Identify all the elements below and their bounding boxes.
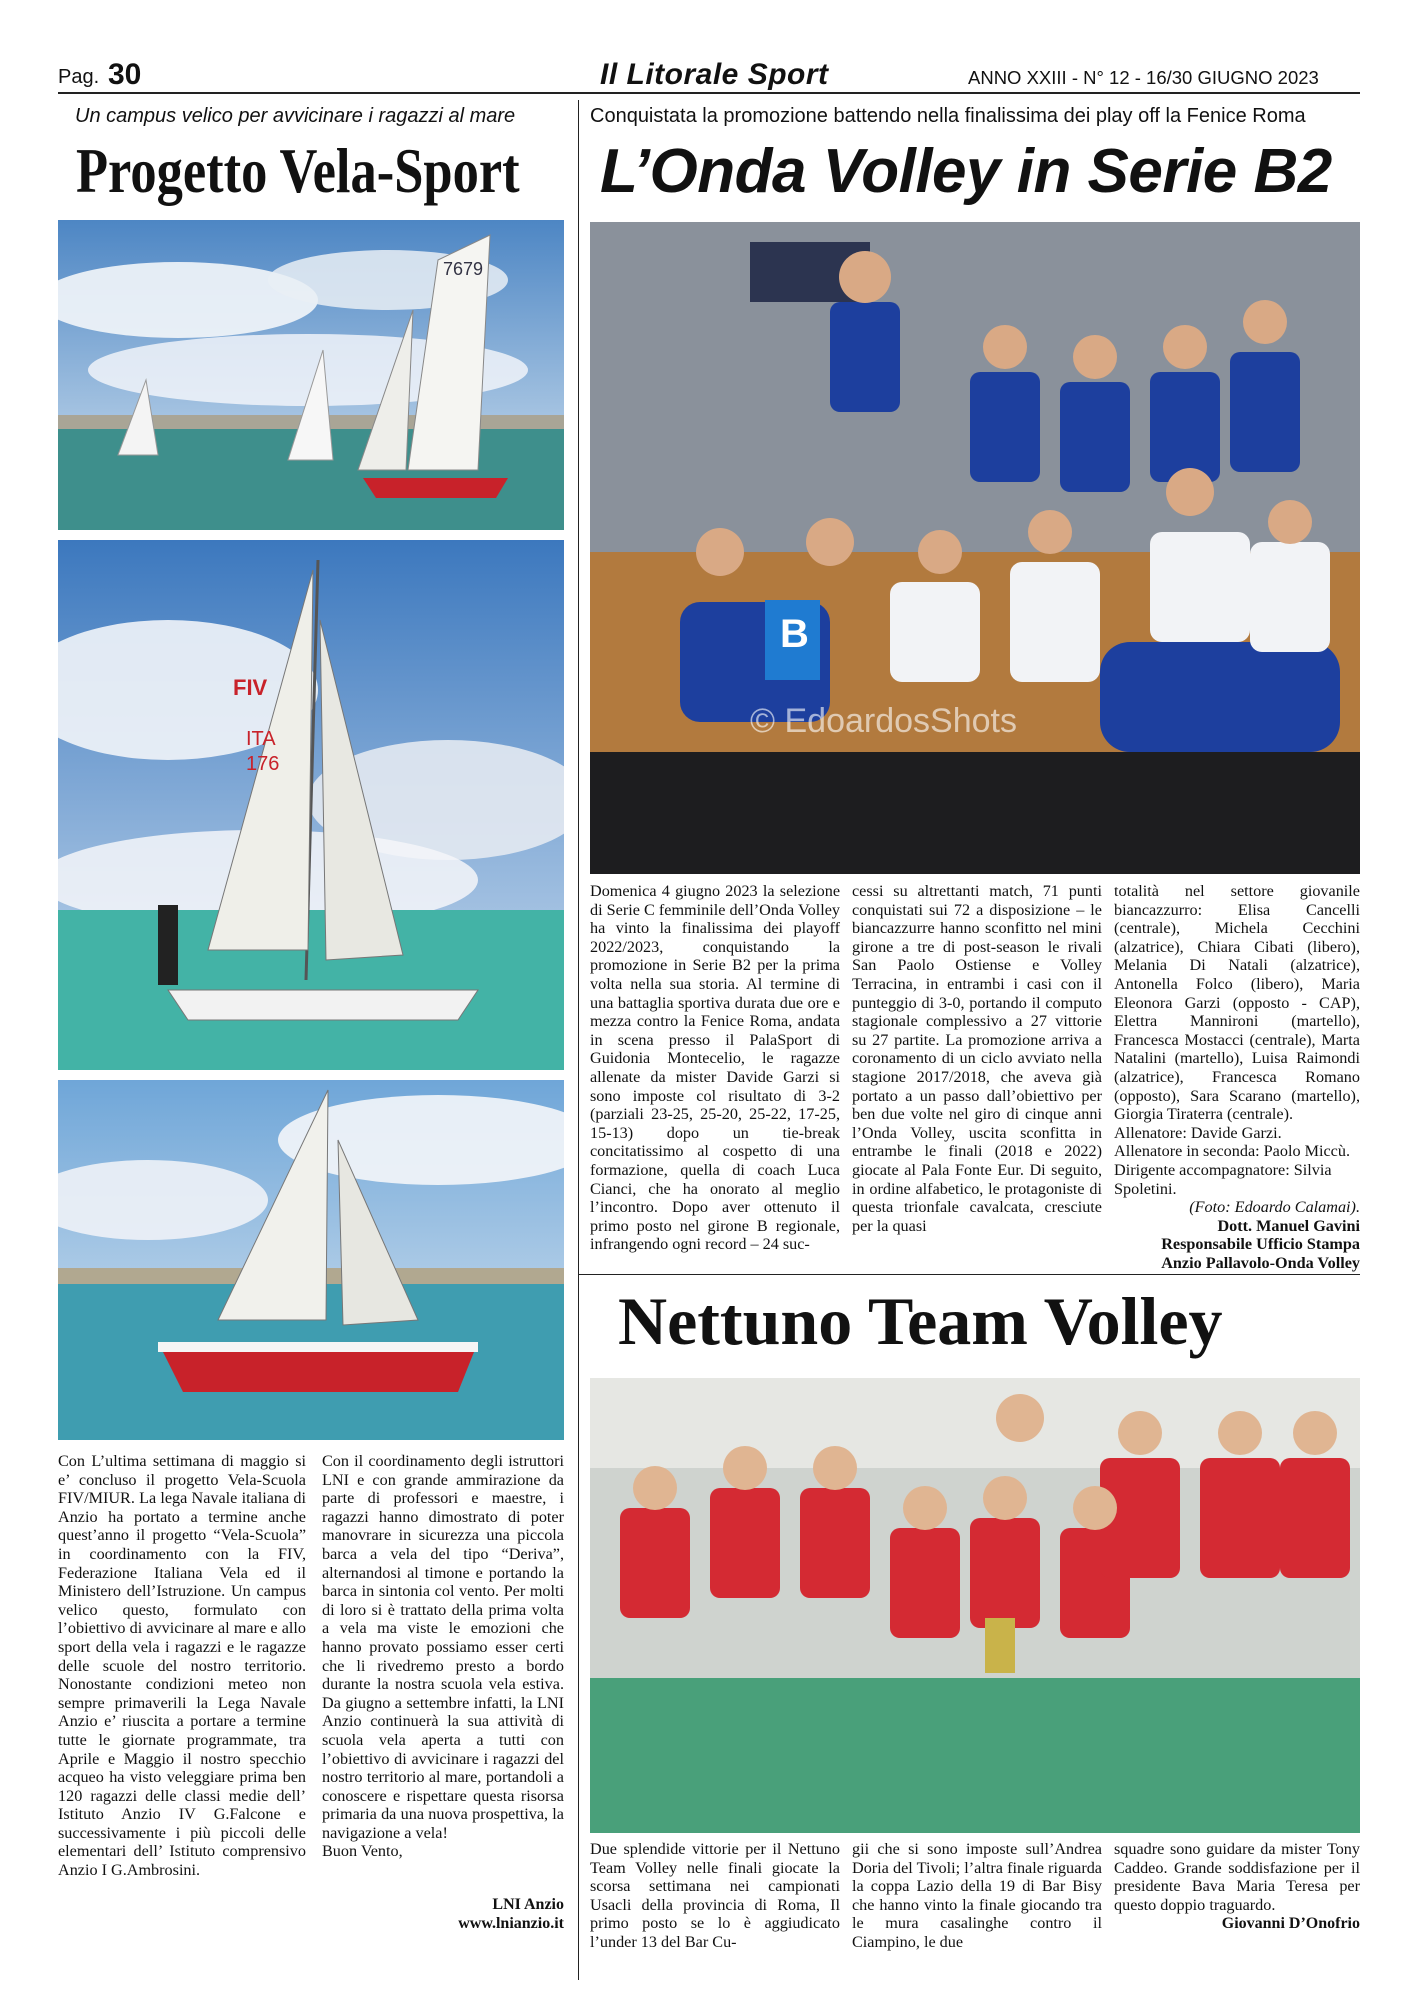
left-website[interactable]: www.lnianzio.it bbox=[458, 1915, 564, 1932]
svg-text:7679: 7679 bbox=[443, 259, 484, 279]
page-label: Pag. bbox=[58, 66, 100, 88]
onda-roster: totalità nel settore giovanile biancazzurro: Elisa Cancelli (centrale), Michela Cecchini (alzatrice), Chiara Cibati (libero), Melania Di Natali (alzatrice), Antonella Folco (libero), Maria Eleonora Garzi (opposto - CAP), Elettra Mannironi (martello), Francesca Mostacci (centrale), Marta Natalini (martello), Luisa Raimondi (alzatrice), Francesca Romano (opposto), Sara Scarano (martello), Giorgia Tiraterra (centrale). bbox=[1114, 882, 1360, 1124]
column-divider bbox=[578, 100, 579, 1980]
nettuno-body-col3: squadre sono guidare da mister Tony Caddeo. Grande soddisfazione per il presidente Bava Maria Teresa per questo doppio traguardo. bbox=[1114, 1840, 1360, 1914]
left-title: Progetto Vela-Sport bbox=[76, 135, 520, 206]
section-rule bbox=[578, 1274, 1360, 1275]
onda-author: Dott. Manuel Gavini bbox=[1217, 1216, 1360, 1235]
svg-text:FIV: FIV bbox=[233, 675, 268, 700]
onda-title: L’Onda Volley in Serie B2 bbox=[600, 137, 1332, 206]
photo-watermark: © EdoardosShots bbox=[750, 702, 1017, 740]
svg-text:B: B bbox=[780, 612, 809, 656]
left-body-col1: Con L’ultima settimana di maggio si e’ concluso il progetto Vela-Scuola FIV/MIUR. La lega Navale italiana di Anzio ha portato a termine anche quest’anno il progetto “Vela-Scuola” in coordinamento con la FIV, Federazione Italiana Vela ed il Ministero dell’Istruzione. Un campus velico questo, formulato con l’obiettivo di avvicinare al mare e allo sport della vela i ragazzi e le ragazze delle scuole del nostro territorio. Nonostante condizioni meteo non sempre primaverili la Lega Navale Anzio e’ riuscita a portare a termine tutte le giornate programmate, tra Aprile e Maggio il nostro specchio acqueo ha visto veleggiare prima ben 120 ragazzi delle classi medie dell’ Istituto Anzio IV G.Falcone e successivamente i più piccoli delle elementari dell’ Istituto comprensivo Anzio I G.Ambrosini. bbox=[58, 1452, 306, 1880]
onda-body-col2: cessi su altrettanti match, 71 punti conquistati sui 72 a disposizione – le biancazzurre hanno sconfitto nel mini girone a tre di post-season le rivali San Paolo Ostiense e Volley Terracina, in entrambi i casi con il punteggio di 3-0, portando il computo stagionale complessivo a 27 vittorie su 27 partite. La promozione arriva a coronamento di un ciclo avviato nella stagione 2017/2018, che aveva già portato a un passo dall’obiettivo per ben due volte nel giro di cinque anni l’Onda Volley, uscita sconfitta in entrambe le finali (2018 e 2022) giocate al Pala Fonte Eur. Di seguito, in ordine alfabetico, le protagoniste di questa trionfale cavalcata, cresciute per la quasi bbox=[852, 882, 1102, 1235]
sailing-photo-1 bbox=[58, 220, 564, 530]
masthead: Il Litorale Sport bbox=[600, 58, 829, 91]
header-rule bbox=[58, 92, 1360, 94]
onda-photo-credit: (Foto: Edoardo Calamai). bbox=[1189, 1198, 1360, 1217]
nettuno-team-photo bbox=[590, 1378, 1360, 1833]
onda-author-role2: Anzio Pallavolo-Onda Volley bbox=[1161, 1253, 1360, 1272]
left-body-col2 bbox=[322, 1452, 564, 1861]
page-number: 30 bbox=[108, 58, 142, 91]
nettuno-author: Giovanni D’Onofrio bbox=[1221, 1915, 1360, 1932]
onda-body-col3 bbox=[1114, 882, 1360, 1272]
issue-info: ANNO XXIII - N° 12 - 16/30 GIUGNO 2023 bbox=[968, 67, 1319, 88]
sailing-photo-3 bbox=[58, 1080, 564, 1440]
onda-author-role1: Responsabile Ufficio Stampa bbox=[1161, 1235, 1360, 1254]
onda-kicker: Conquistata la promozione battendo nella finalissima dei play off la Fenice Roma bbox=[590, 105, 1306, 127]
left-closing: Buon Vento, bbox=[322, 1842, 403, 1861]
svg-text:176: 176 bbox=[246, 753, 280, 775]
onda-coach: Allenatore: Davide Garzi. bbox=[1114, 1123, 1282, 1142]
left-kicker: Un campus velico per avvicinare i ragazzi al mare bbox=[75, 105, 516, 127]
nettuno-body-col2: gii che si sono imposte sull’Andrea Doria del Tivoli; l’altra finale riguarda la coppa Lazio della 19 di Bar Bisy che hanno vinto la finale giocando tra le mura casalinghe contro il Ciampino, le due bbox=[852, 1840, 1102, 1951]
left-body-col2-text: Con il coordinamento degli istruttori LNI e con grande ammirazione da parte di professori e maestre, i ragazzi hanno dimostrato di poter manovrare in sicurezza una piccola barca a vela del tipo “Deriva”, alternandosi al timone e portando la barca in sintonia col vento. Per molti di loro si è trattato della prima volta a vela ma viste le emozioni che hanno provato possiamo esser certi che li rivedremo presto a bordo durante la nostra scuola vela estiva. Da giugno a settembre infatti, la LNI Anzio continuerà la sua attività di scuola vela aperta a tutti con l’obiettivo di avvicinare i ragazzi del nostro territorio al mare, portandoli a conoscere e rispettare questa risorsa primaria da una nuova prospettiva, la navigazione a vela! bbox=[322, 1452, 564, 1842]
left-signature: LNI Anzio bbox=[492, 1896, 564, 1913]
onda-manager: Dirigente accompagnatore: Silvia Spoletini. bbox=[1114, 1160, 1332, 1198]
sailing-photo-2 bbox=[58, 540, 564, 1070]
nettuno-title: Nettuno Team Volley bbox=[618, 1283, 1223, 1359]
onda-body-col1: Domenica 4 giugno 2023 la selezione di Serie C femminile dell’Onda Volley ha vinto la finalissima dei playoff 2022/2023, conquistando la promozione in Serie B2 per la prima volta nella sua storia. Al termine di una battaglia sportiva durata due ore e mezza contro la Fenice Roma, andata in scena presso il PalaSport di Guidonia Montecelio, le ragazze allenate da mister Davide Garzi si sono imposte col risultato di 3-2 (parziali 23-25, 25-20, 25-22, 17-25, 15-13) dopo un tie-break concitatissimo al cospetto di una formazione, quella di coach Luca Cianci, che ha onorato al meglio l’incontro. Dopo aver ottenuto il primo posto nel girone B regionale, infrangendo ogni record – 24 suc- bbox=[590, 882, 840, 1254]
onda-team-photo bbox=[590, 222, 1360, 874]
onda-assistant: Allenatore in seconda: Paolo Miccù. bbox=[1114, 1142, 1350, 1161]
nettuno-body-col1: Due splendide vittorie per il Nettuno Team Volley nelle finali giocate la scorsa settimana nei campionati Usacli della provincia di Roma, Il primo posto se lo è aggiudicato l’under 13 del Bar Cu- bbox=[590, 1840, 840, 1951]
svg-text:ITA: ITA bbox=[246, 728, 276, 750]
